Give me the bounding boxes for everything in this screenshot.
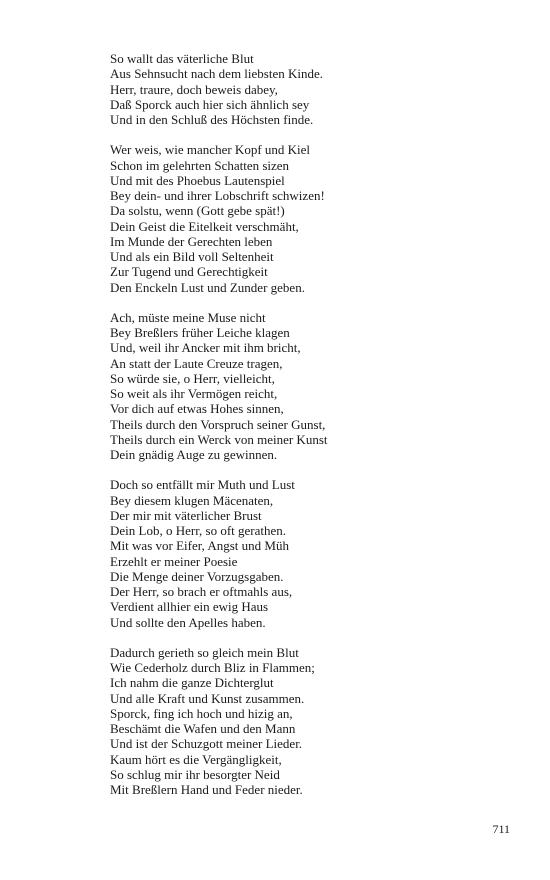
verse-line: So weit als ihr Vermögen reicht, [110,386,278,401]
verse-line: Mit was vor Eifer, Angst und Müh [110,538,289,554]
stanza-2 [110,142,440,295]
verse-line: Bey diesem klugen Mäcenaten, [110,492,274,508]
verse-line: Der mir mit väterlicher Brust [110,507,262,523]
verse-line: Die Menge deiner Vorzugsgaben. [110,568,284,584]
verse-line: Beschämt die Wafen und den Mann [110,721,296,736]
verse-line: Dein gnädig Auge zu gewinnen. [110,447,278,462]
verse-line: Schon im gelehrten Schatten sizen [110,157,290,173]
verse-line: Aus Sehnsucht nach dem liebsten Kinde. [110,66,324,82]
verse-line: Vor dich auf etwas Hohes sinnen, [110,401,284,417]
verse-line: Und ist der Schuzgott meiner Lieder. [110,736,303,752]
poem-body [110,51,440,812]
verse-line: Kaum hört es die Vergängligkeit, [110,751,282,767]
verse-line: Mit Breßlern Hand und Feder nieder. [110,782,303,797]
verse-line: Im Munde der Gerechten leben [110,233,273,249]
verse-line: Dein Geist die Eitelkeit verschmäht, [110,218,299,234]
page-number: 711 [492,822,510,836]
verse-line: Und, weil ihr Ancker mit ihm bricht, [110,340,301,356]
verse-line: So würde sie, o Herr, vielleicht, [110,370,275,386]
verse-line: Theils durch ein Werck von meiner Kunst [110,431,328,447]
verse-line: Wie Cederholz durch Bliz in Flammen; [110,660,315,675]
verse-line: Ich nahm die ganze Dichterglut [110,675,274,691]
verse-line: Ach, müste meine Muse nicht [110,309,266,325]
verse-line: Zur Tugend und Gerechtigkeit [110,264,268,280]
verse-line: Dein Lob, o Herr, so oft gerathen. [110,523,287,538]
verse-line: Wer weis, wie mancher Kopf und Kiel [110,142,311,158]
verse-line: Und in den Schluß des Höchsten finde. [110,112,314,127]
verse-line: Theils durch den Vorspruch seiner Gunst, [110,416,326,432]
verse-line: Daß Sporck auch hier sich ähnlich sey [110,96,310,112]
verse-line: Den Enckeln Lust und Zunder geben. [110,279,305,295]
stanza-3 [110,310,440,463]
stanza-1 [110,51,440,127]
verse-line: An statt der Laute Creuze tragen, [110,355,283,371]
verse-line: Der Herr, so brach er oftmahls aus, [110,584,293,599]
verse-line: Und als ein Bild voll Seltenheit [110,249,274,264]
verse-line: Bey dein- und ihrer Lobschrift schwizen! [110,188,325,203]
verse-line: Sporck, fing ich hoch und hizig an, [110,705,293,721]
verse-line: Und alle Kraft und Kunst zusammen. [110,690,305,706]
verse-line: Dadurch gerieth so gleich mein Blut [110,644,299,660]
verse-line: Erzehlt er meiner Poesie [110,553,238,569]
verse-line: Herr, traure, doch beweis dabey, [110,81,278,97]
verse-line: Doch so entfällt mir Muth und Lust [110,477,295,493]
verse-line: Bey Breßlers früher Leiche klagen [110,325,290,340]
verse-line: Da solstu, wenn (Gott gebe spät!) [110,203,285,219]
verse-line: Und mit des Phoebus Lautenspiel [110,172,285,188]
verse-line: Verdient allhier ein ewig Haus [110,599,269,615]
stanza-5 [110,645,440,798]
stanza-4 [110,477,440,630]
verse-line: So wallt das väterliche Blut [110,51,254,66]
verse-line: So schlug mir ihr besorgter Neid [110,766,280,782]
verse-line: Und sollte den Apelles haben. [110,614,266,630]
